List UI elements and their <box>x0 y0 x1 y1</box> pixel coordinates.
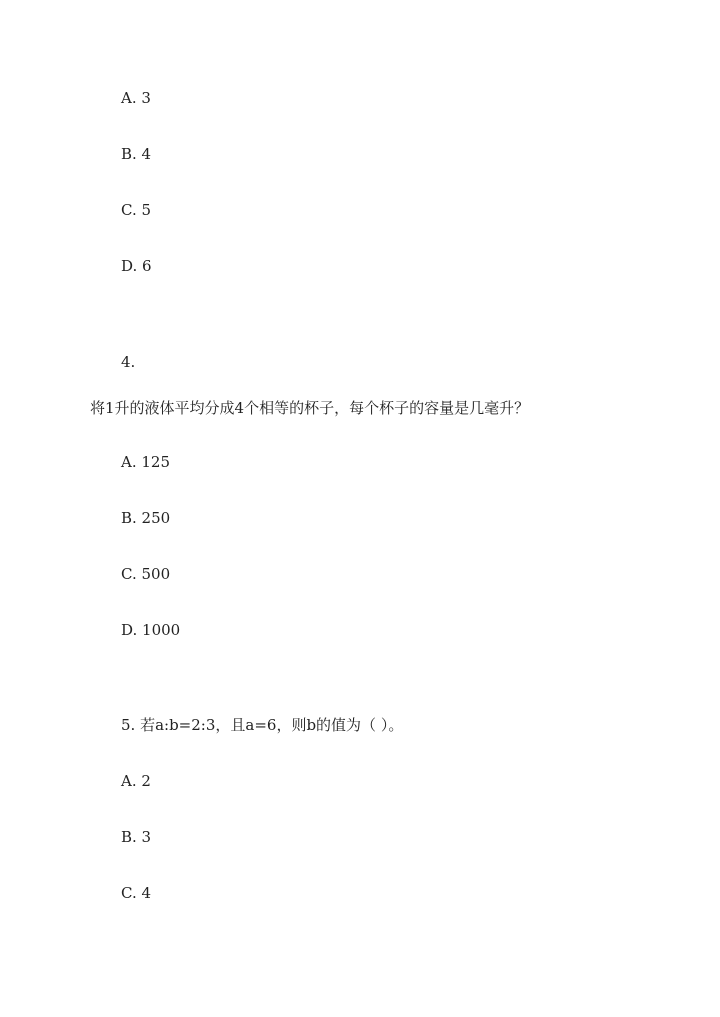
option-c: C. 4 <box>121 884 152 902</box>
question-text: 将1升的液体平均分成4个相等的杯子，每个杯子的容量是几毫升？ <box>90 399 530 417</box>
option-d: D. 1000 <box>121 621 181 639</box>
question-number: 4. <box>121 353 136 371</box>
option-a: A. 3 <box>121 89 151 107</box>
option-d: D. 6 <box>121 257 152 275</box>
option-b: B. 4 <box>121 145 152 163</box>
option-c: C. 500 <box>121 565 171 583</box>
option-b: B. 250 <box>121 509 171 527</box>
question-text: 5. 若a:b=2:3，且a=6，则b的值为（ ）。 <box>121 716 404 734</box>
option-c: C. 5 <box>121 201 152 219</box>
option-b: B. 3 <box>121 828 152 846</box>
option-a: A. 2 <box>121 772 151 790</box>
option-a: A. 125 <box>121 453 170 471</box>
